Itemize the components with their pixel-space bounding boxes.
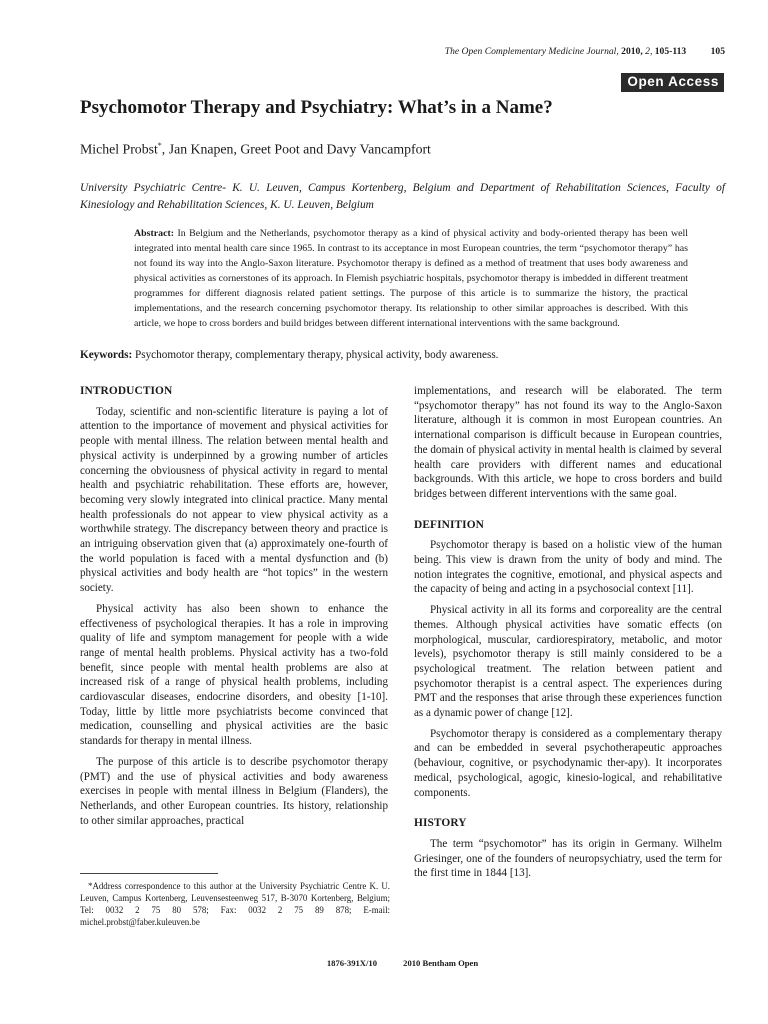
page-number: 105	[710, 46, 725, 57]
abstract-label: Abstract:	[134, 228, 175, 239]
footnote-divider	[80, 873, 218, 874]
page-footer	[80, 958, 725, 968]
open-access-badge: Open Access	[621, 73, 724, 92]
keywords	[80, 347, 725, 363]
right-column	[414, 384, 722, 887]
author-list	[80, 137, 725, 159]
journal-name: The Open Complementary Medicine Journal,	[444, 46, 619, 57]
affiliation: University Psychiatric Centre- K. U. Leuven, Campus Kortenberg, Belgium and Department of Rehabilitation Sciences, Faculty of Kinesiology and Rehabilitation Sciences, K. U. Leuven, Belgium	[80, 182, 725, 211]
intro-paragraph-1: Today, scientific and non-scientific literature is paying a lot of attention to the importance of movement and physical activities for people with mental illness. The relation between mental health and physical activity is underpinned by a growing number of articles concerning the obviousness of physical activity in regard to mental health and psychiatric rehabilitation. These efforts are, however, becoming very slowly integrated into clinical practice. Many mental health professionals do not appear to view physical activity as a worthwhile strategy. The discrepancy between theory and practice is an intriguing observation given that (a) approximately one-fourth of the world population is faced with a mental dysfunction and (b) physical activities and body health are “hot topics” in the western society.	[80, 405, 388, 595]
journal-year: 2010,	[621, 46, 643, 57]
heading-history: HISTORY	[414, 817, 467, 830]
history-paragraph-1: The term “psychomotor” has its origin in Germany. Wilhelm Griesinger, one of the founders of neuropsychiatry, used the term for the first time in 1844 [13].	[414, 837, 722, 880]
intro-paragraph-3: The purpose of this article is to describe psychomotor therapy (PMT) and the use of physical activities and body awareness exercises in people with mental illness in Belgium (Flanders), the Netherlands, and other European countries. Its history, relationship to other similar approaches, practical	[80, 755, 388, 827]
left-column	[80, 384, 388, 834]
intro-paragraph-2: Physical activity has also been shown to enhance the effectiveness of psychological therapies. It has a role in improving quality of life and symptom management for people with a wide range of mental health problems. Physical activity has a two-fold benefit, since people with mental health problems are also at increased risk of a range of physical health problems, including cardiovascular diseases, endocrine disorders, and obesity [1-10]. Today, little by little more psychiatrists become convinced that medication, counselling and physical activities are the basic standards for therapy in mental illness.	[80, 602, 388, 748]
keywords-text: Psychomotor therapy, complementary therapy, physical activity, body awareness.	[135, 349, 499, 361]
corresponding-author-mark: *	[157, 141, 162, 150]
definition-paragraph-1: Psychomotor therapy is based on a holistic view of the human being. This view is drawn from the unity of body and mind. The notion integrates the cognitive, emotional, and physical aspects and the capacity of being and acting in a psychosocial context [11].	[414, 539, 722, 596]
journal-volume: 2,	[645, 46, 653, 57]
author-rest: , Jan Knapen, Greet Poot and Davy Vancampfort	[161, 141, 431, 157]
author-first: Michel Probst	[80, 141, 158, 157]
heading-introduction: INTRODUCTION	[80, 385, 173, 397]
heading-definition: DEFINITION	[414, 518, 484, 531]
issn: 1876-391X/10	[326, 958, 377, 968]
article-title: Psychomotor Therapy and Psychiatry: What’s in a Name?	[80, 97, 553, 118]
abstract-text: In Belgium and the Netherlands, psychomotor therapy as a kind of physical activity and body-oriented therapy has been well integrated into mental health care since 1965. In contrast to its acceptance in most European countries, the term “psychomotor therapy” has not found its way into the Anglo-Saxon literature. Psychomotor therapy is defined as a method of treatment that uses body awareness and physical activities as cornerstones of its approach. In Flemish psychiatric hospitals, psychomotor therapy is imbedded in different treatment programmes for different diagnosis related patient settings. The purpose of this article is to summarize the history, the practical implementations, and the research concerning psychomotor therapy. Its relationship to other similar approaches is described. With this article, we hope to cross borders and build bridges between different international interventions with the same background.	[134, 228, 689, 329]
definition-paragraph-3: Psychomotor therapy is considered as a complementary therapy and can be embedded in several psychotherapeutic approaches (behaviour, cognitive, or psychodynamic ther-apy). It incorporates medical, psychological, agogic, kinesio-logical, and rehabilitative components.	[414, 727, 722, 799]
intro-paragraph-3-continued: implementations, and research will be elaborated. The term “psychomotor therapy” has not found its way to the Anglo-Saxon literature, although it is common in most European countries. An international comparison is difficult because in European countries, the domain of physical activity in mental health is claimed by several health care providers with different names and educational backgrounds. With this article, we hope to cross borders and build bridges between different interventions with the same goal.	[414, 385, 722, 500]
correspondence-footnote: *Address correspondence to this author at the University Psychiatric Centre K. U. Leuven, Campus Kortenberg, Leuvensesteenweg 517, B-3070 Kortenberg, Belgium; Tel: 0032 2 75 80 578; Fax: 0032 2 75 89 878; E-mail: michel.probst@faber.kuleuven.be	[80, 881, 390, 927]
journal-pages: 105-113	[654, 46, 687, 57]
abstract	[134, 226, 688, 331]
definition-paragraph-2: Physical activity in all its forms and corporeality are the central themes. Although physical activities have somatic effects (on morphological, muscular, cardiorespiratory, metabolic, and motor levels), psychomotor therapy is still mainly considered to be a psychological treatment. The relation between patient and psychomotor therapist is a central aspect. The experiences during PMT and the responses that arise through these experiences function as a dynamic power of change [12].	[414, 604, 722, 720]
publisher: 2010 Bentham Open	[403, 958, 479, 968]
running-head	[80, 46, 725, 57]
keywords-label: Keywords:	[80, 349, 133, 361]
